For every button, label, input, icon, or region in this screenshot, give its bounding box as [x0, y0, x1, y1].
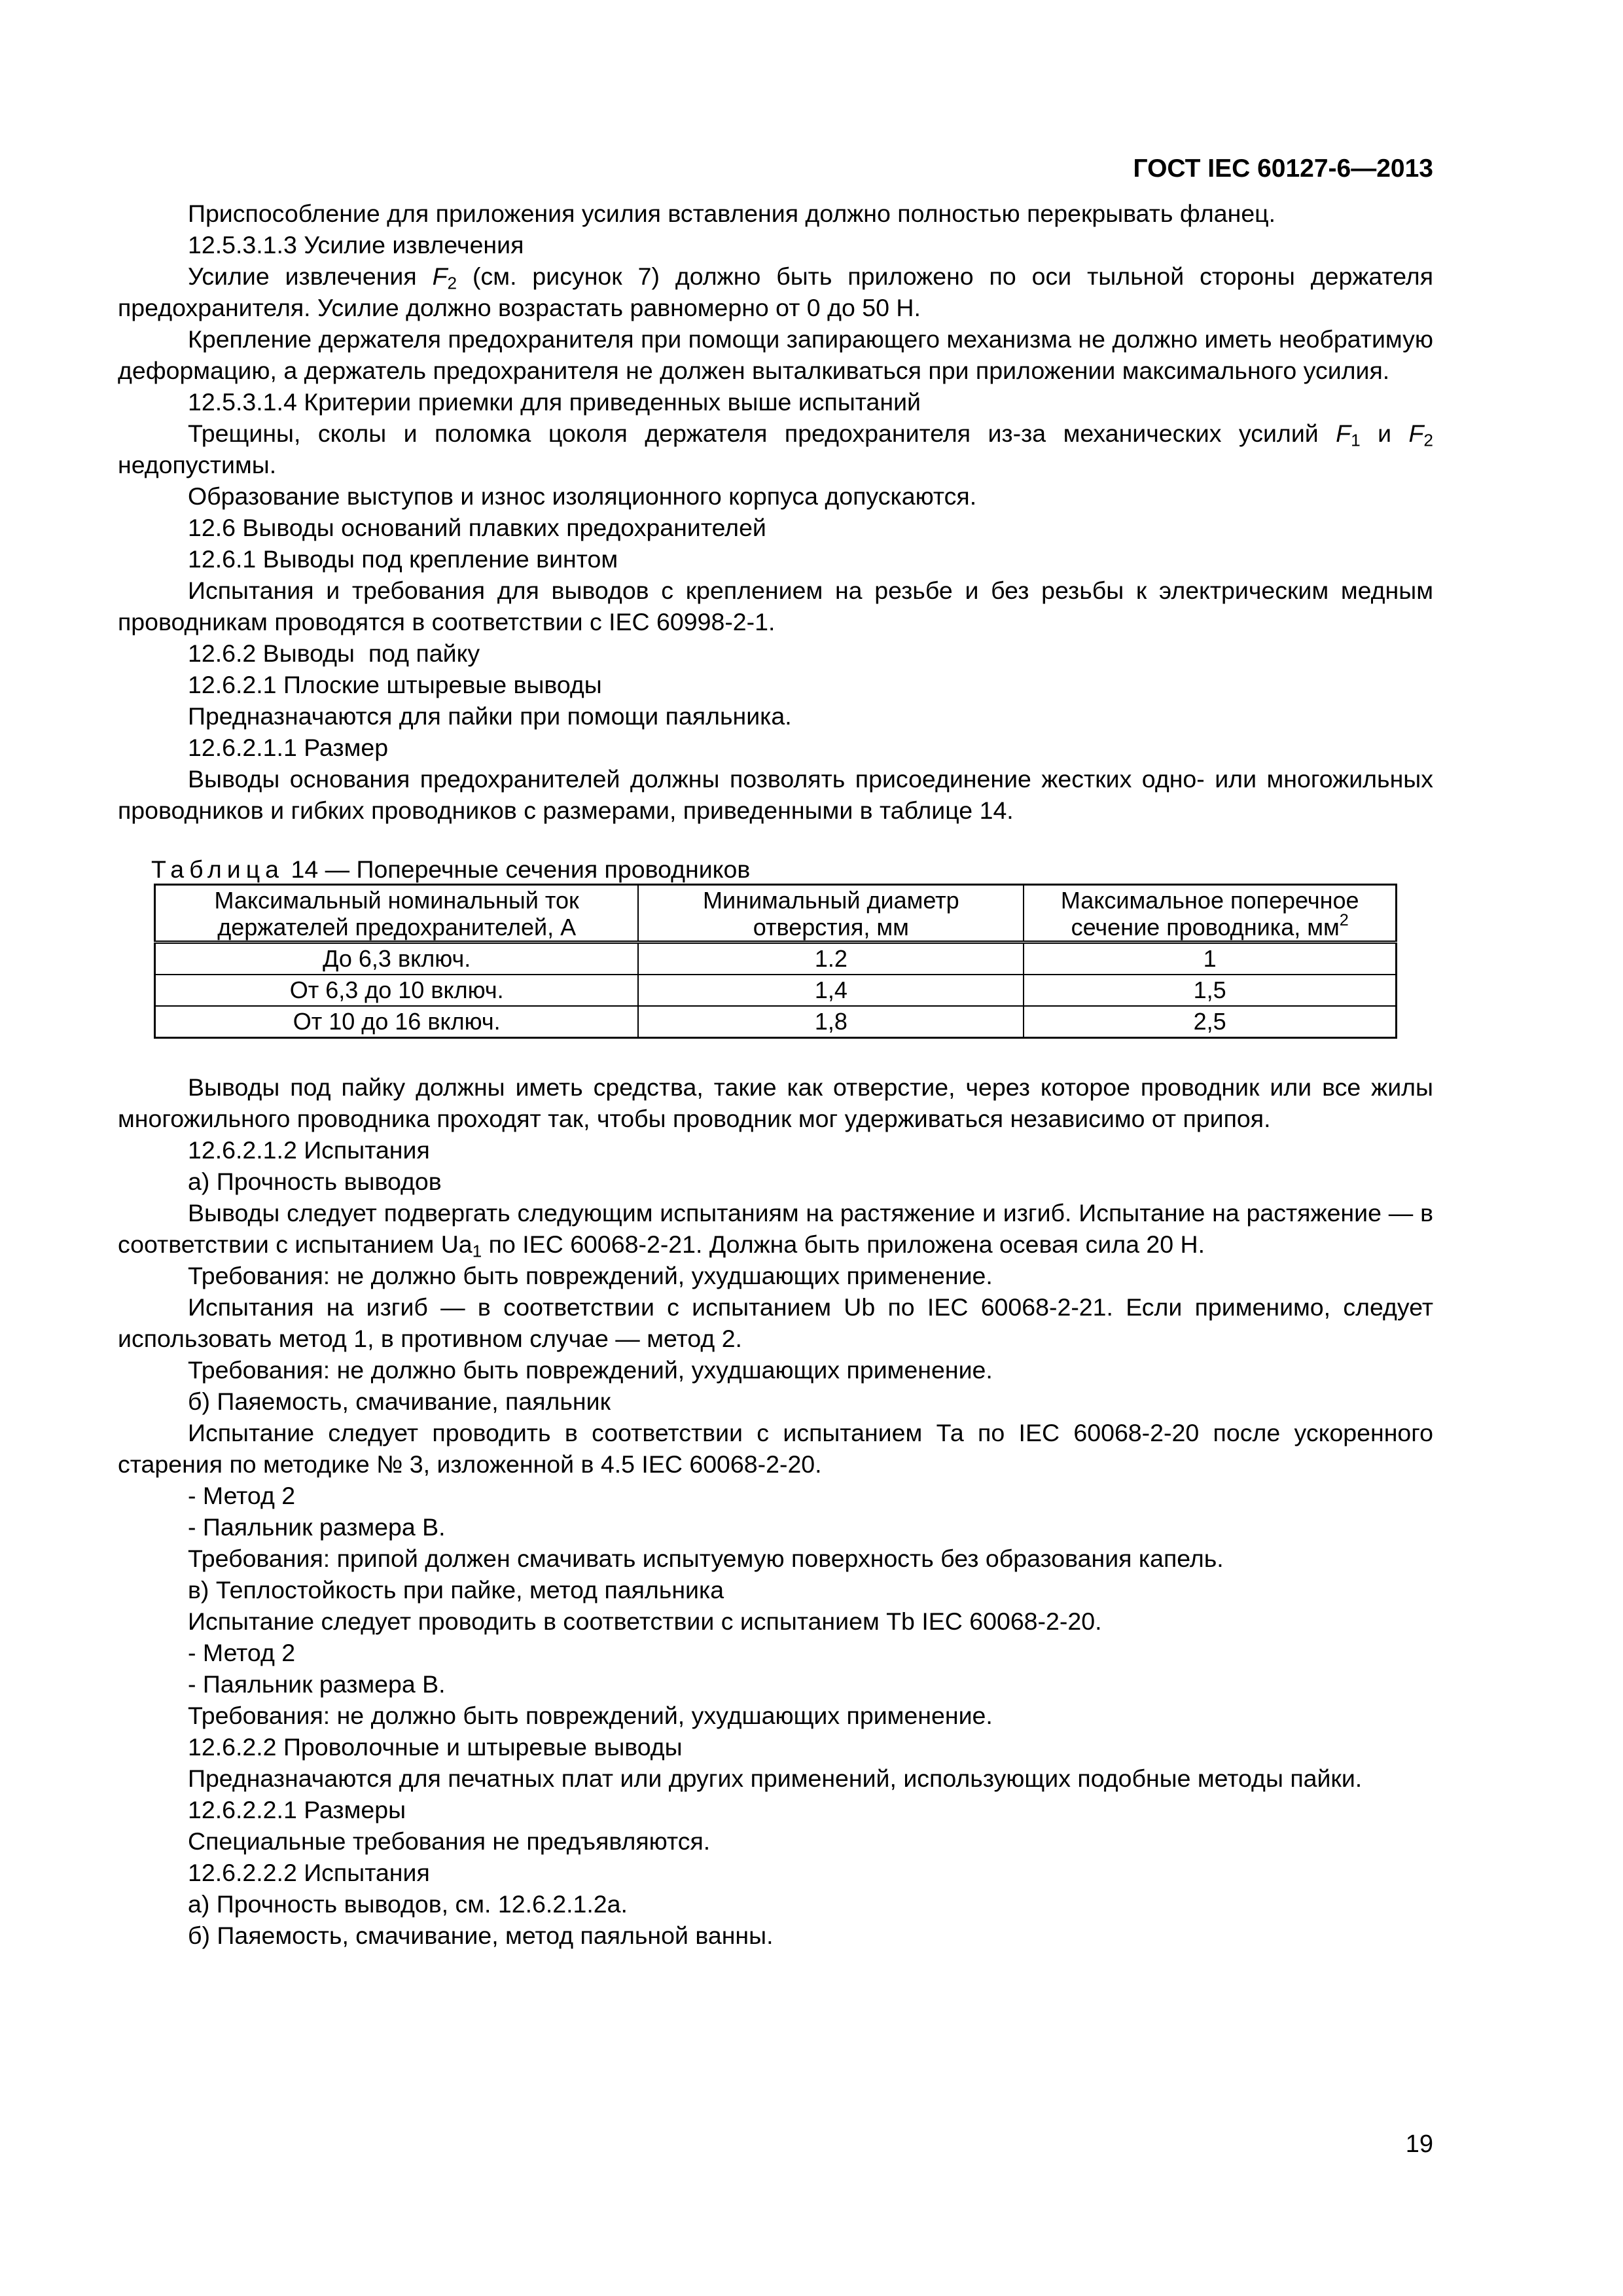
paragraph: Приспособление для приложения усилия вставления должно полностью перекрывать фланец. — [188, 200, 1276, 227]
list-item: б) Паяемость, смачивание, метод паяльной ванны. — [188, 1922, 774, 1949]
paragraph: Требования: не должно быть повреждений, ухудшающих применение. — [188, 1356, 993, 1384]
table-cell: 1 — [1024, 942, 1396, 975]
paragraph: Требования: припой должен смачивать испытуемую поверхность без образования капель. — [188, 1545, 1224, 1572]
paragraph: Испытание следует проводить в соответствии с испытанием Та по IEC 60068-2-20 после ускоренного старения по методике № 3, изложенной в 4.5 IEC 60068-2-20. — [118, 1419, 1433, 1478]
page-number: 19 — [1405, 2130, 1433, 2158]
table-row — [155, 942, 1397, 975]
section-heading: 12.5.3.1.4 Критерии приемки для приведенных выше испытаний — [188, 388, 921, 416]
list-item: - Метод 2 — [188, 1482, 296, 1509]
section-heading: 12.6.2.1.1 Размер — [188, 734, 389, 761]
section-heading: 12.6.2.2.1 Размеры — [188, 1796, 406, 1823]
table-cell: 1,5 — [1024, 975, 1396, 1006]
paragraph: Предназначаются для пайки при помощи паяльника. — [188, 702, 792, 730]
paragraph: Требования: не должно быть повреждений, ухудшающих применение. — [188, 1702, 993, 1729]
document-body — [118, 198, 1433, 1951]
table-cell: 1,4 — [638, 975, 1024, 1006]
section-heading: 12.6 Выводы оснований плавких предохранителей — [188, 514, 766, 541]
section-heading: 12.6.2.1 Плоские штыревые выводы — [188, 671, 602, 698]
paragraph: Крепление держателя предохранителя при помощи запирающего механизма не должно иметь необратимую деформацию, а держатель предохранителя не должен выталкиваться при приложении максимального усилия. — [118, 325, 1433, 384]
paragraph: Предназначаются для печатных плат или других применений, использующих подобные методы пайки. — [188, 1765, 1363, 1792]
table-cell: От 10 до 16 включ. — [155, 1006, 639, 1038]
list-item: б) Паяемость, смачивание, паяльник — [188, 1388, 611, 1415]
table-caption — [151, 855, 1433, 884]
list-item: в) Теплостойкость при пайке, метод паяльника — [188, 1576, 724, 1604]
table-cell: До 6,3 включ. — [155, 942, 639, 975]
list-item: - Паяльник размера В. — [188, 1513, 446, 1541]
section-heading: 12.6.2.1.2 Испытания — [188, 1136, 430, 1164]
section-heading: 12.6.2.2 Проволочные и штыревые выводы — [188, 1733, 683, 1761]
conductor-cross-section-table — [154, 884, 1397, 1039]
paragraph: Выводы основания предохранителей должны позволять присоединение жестких одно- или многожильных проводников и гибких проводников с размерами, приведенными в таблице 14. — [118, 765, 1433, 824]
column-header-min-diameter: Минимальный диаметр отверстия, мм — [638, 885, 1024, 942]
paragraph: Требования: не должно быть повреждений, ухудшающих применение. — [188, 1262, 993, 1289]
section-heading: 12.6.2 Выводы под пайку — [188, 639, 480, 667]
table-caption-title: 14 — Поперечные сечения проводников — [284, 855, 751, 883]
list-item: а) Прочность выводов — [188, 1168, 442, 1195]
paragraph: Испытания и требования для выводов с креплением на резьбе и без резьбы к электрическим медным проводникам проводятся в соответствии с IEC 60998-2-1. — [118, 577, 1433, 636]
standard-header: ГОСТ IEC 60127-6—2013 — [1133, 154, 1433, 183]
table-row — [155, 1006, 1397, 1038]
paragraph: Выводы следует подвергать следующим испытаниям на растяжение и изгиб. Испытание на растяжение — в соответствии с испытанием $Ua_1$ по IEC 60068-2-21. Должна быть приложена осевая сила 20 Н. — [118, 1199, 1433, 1261]
paragraph: Усилие извлечения $F_2$ (см. рисунок 7) должно быть приложено по оси тыльной стороны держателя предохранителя. Усилие должно возрастать равномерно от 0 до 50 Н. — [118, 262, 1433, 321]
column-header-max-current: Максимальный номинальный ток держателей предохранителей, А — [155, 885, 639, 942]
paragraph: Испытания на изгиб — в соответствии с испытанием Ub по IEC 60068-2-21. Если применимо, следует использовать метод 1, в противном случае — метод 2. — [118, 1293, 1433, 1352]
section-heading: 12.6.2.2.2 Испытания — [188, 1859, 430, 1886]
column-header-max-cross-section: Максимальное поперечное сечение проводника, $мм^2$ — [1024, 885, 1396, 942]
paragraph: Трещины, сколы и поломка цоколя держателя предохранителя из-за механических усилий $F_1$ и $F_2$ недопустимы. — [118, 420, 1433, 478]
table-cell: 2,5 — [1024, 1006, 1396, 1038]
table-header-row — [155, 885, 1397, 942]
paragraph: Выводы под пайку должны иметь средства, такие как отверстие, через которое проводник или все жилы многожильного проводника проходят так, чтобы проводник мог удерживаться независимо от припоя. — [118, 1073, 1433, 1132]
table-cell: От 6,3 до 10 включ. — [155, 975, 639, 1006]
section-heading: 12.6.1 Выводы под крепление винтом — [188, 545, 618, 573]
list-item: - Метод 2 — [188, 1639, 296, 1666]
table-caption-label: Таблица — [151, 855, 285, 883]
paragraph: Образование выступов и износ изоляционного корпуса допускаются. — [188, 482, 977, 510]
table-cell: 1.2 — [638, 942, 1024, 975]
list-item: а) Прочность выводов, см. 12.6.2.1.2а. — [188, 1890, 628, 1918]
paragraphs-after-table — [118, 1071, 1433, 1951]
paragraph: Испытание следует проводить в соответствии с испытанием Tb IEC 60068-2-20. — [188, 1607, 1102, 1635]
table-row — [155, 975, 1397, 1006]
paragraph: Специальные требования не предъявляются. — [188, 1827, 711, 1855]
list-item: - Паяльник размера В. — [188, 1670, 446, 1698]
section-heading: 12.5.3.1.3 Усилие извлечения — [188, 231, 524, 259]
table-cell: 1,8 — [638, 1006, 1024, 1038]
